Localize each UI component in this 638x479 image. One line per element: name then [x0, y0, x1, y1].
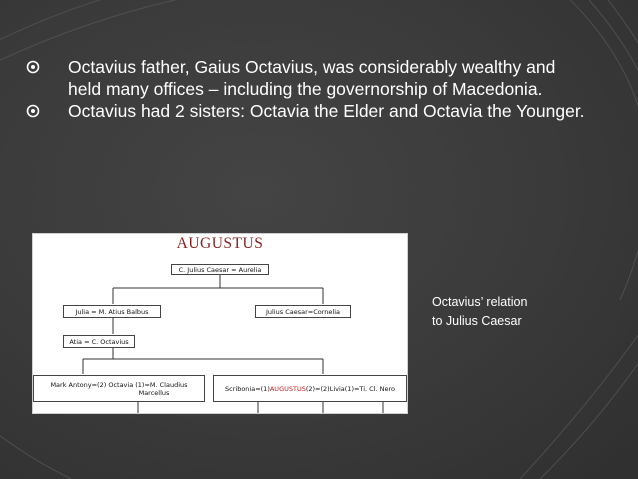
tree-node-octavia: [33, 375, 205, 402]
family-tree-image: [32, 233, 408, 414]
tree-node-label: Scribonia=(1): [225, 384, 270, 393]
tree-node-label-continued: Marcellus: [138, 388, 170, 397]
circle-bullet-icon: [26, 104, 40, 118]
bullet-text: Octavius father, Gaius Octavius, was considerably wealthy and held many offices – including the governorship of Macedonia.: [68, 57, 556, 99]
tree-node-label-after: (2)=(2)Livia(1)=Ti. Cl. Nero: [305, 384, 395, 393]
tree-node-julius-caesar: [255, 305, 351, 318]
bullet-list: [26, 56, 586, 122]
bullet-item: [26, 56, 586, 100]
tree-node-atia: [63, 335, 135, 348]
family-tree-title: AUGUSTUS: [176, 235, 264, 252]
tree-node-label: Mark Antony=(2) Octavia (1)=M. Claudius: [50, 380, 188, 389]
circle-bullet-icon: [26, 60, 40, 74]
caption-line: Octavius’ relation: [432, 295, 528, 309]
tree-node-root: [171, 264, 269, 275]
tree-node-augustus: [213, 375, 407, 402]
tree-node-label: C. Julius Caesar = Aurelia: [178, 265, 262, 274]
tree-node-label: Julius Caesar=Cornelia: [265, 307, 341, 316]
tree-node-label: Atia = C. Octavius: [69, 337, 129, 346]
image-caption: [432, 293, 582, 331]
tree-node-julia: [63, 305, 161, 318]
tree-node-label: Julia = M. Atius Balbus: [75, 307, 149, 316]
caption-line: to Julius Caesar: [432, 314, 522, 328]
augustus-name: AUGUSTUS: [269, 384, 306, 393]
bullet-item: [26, 100, 586, 122]
bullet-text: Octavius had 2 sisters: Octavia the Elder and Octavia the Younger.: [68, 101, 585, 121]
